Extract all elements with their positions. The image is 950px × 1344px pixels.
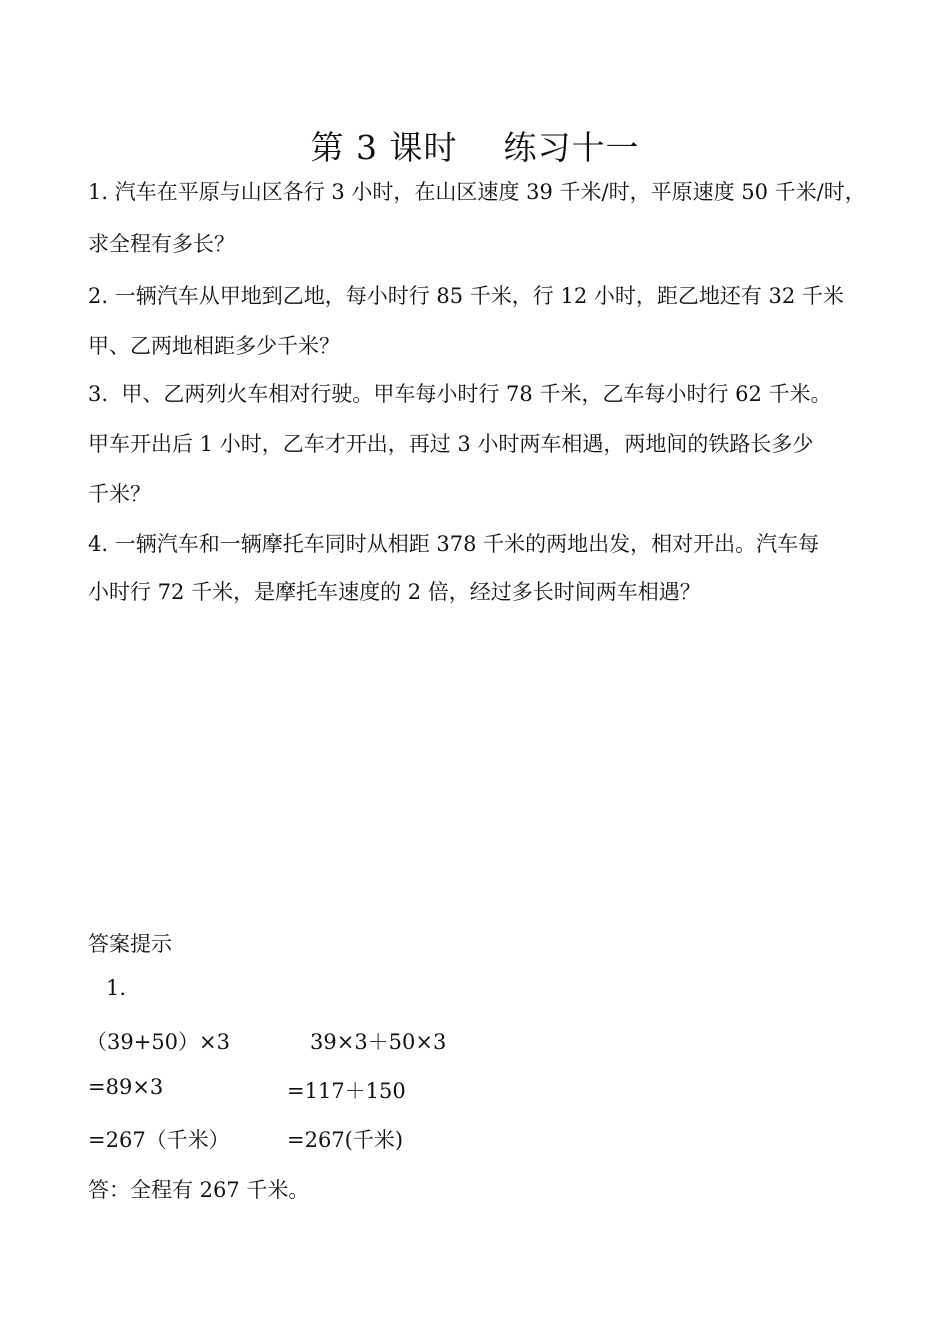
- answer-item-number: 1.: [106, 976, 127, 1000]
- page-title: 第 3 课时 练习十一: [310, 128, 640, 167]
- answer-method-1-step-3: =267（千米）: [88, 1128, 230, 1152]
- question-3-line-1: 3. 甲、乙两列火车相对行驶。甲车每小时行 78 千米，乙车每小时行 62 千米。: [88, 382, 832, 406]
- question-4-line-1: 4. 一辆汽车和一辆摩托车同时从相距 378 千米的两地出发，相对开出。汽车每: [88, 532, 820, 556]
- answer-method-1-step-1: （39+50）×3: [86, 1030, 230, 1054]
- answers-heading: 答案提示: [88, 932, 172, 956]
- answer-method-2-step-2: =117＋150: [287, 1079, 406, 1103]
- answer-method-1-step-2: =89×3: [88, 1075, 164, 1099]
- question-3-line-2: 甲车开出后 1 小时，乙车才开出，再过 3 小时两车相遇，两地间的铁路长多少: [88, 432, 814, 456]
- question-1-line-2: 求全程有多长？: [88, 232, 235, 256]
- question-4-line-2: 小时行 72 千米，是摩托车速度的 2 倍，经过多长时间两车相遇？: [88, 580, 701, 604]
- question-1-line-1: 1. 汽车在平原与山区各行 3 小时，在山区速度 39 千米/时，平原速度 50 千米/时，: [88, 180, 866, 204]
- answer-method-2-step-3: =267(千米): [287, 1128, 404, 1152]
- question-3-line-3: 千米？: [88, 482, 151, 506]
- question-2-line-1: 2. 一辆汽车从甲地到乙地，每小时行 85 千米，行 12 小时，距乙地还有 32 千米: [88, 284, 844, 308]
- question-2-line-2: 甲、乙两地相距多少千米？: [88, 334, 340, 358]
- answer-method-2-step-1: 39×3＋50×3: [310, 1030, 447, 1054]
- answer-conclusion: 答：全程有 267 千米。: [88, 1178, 310, 1202]
